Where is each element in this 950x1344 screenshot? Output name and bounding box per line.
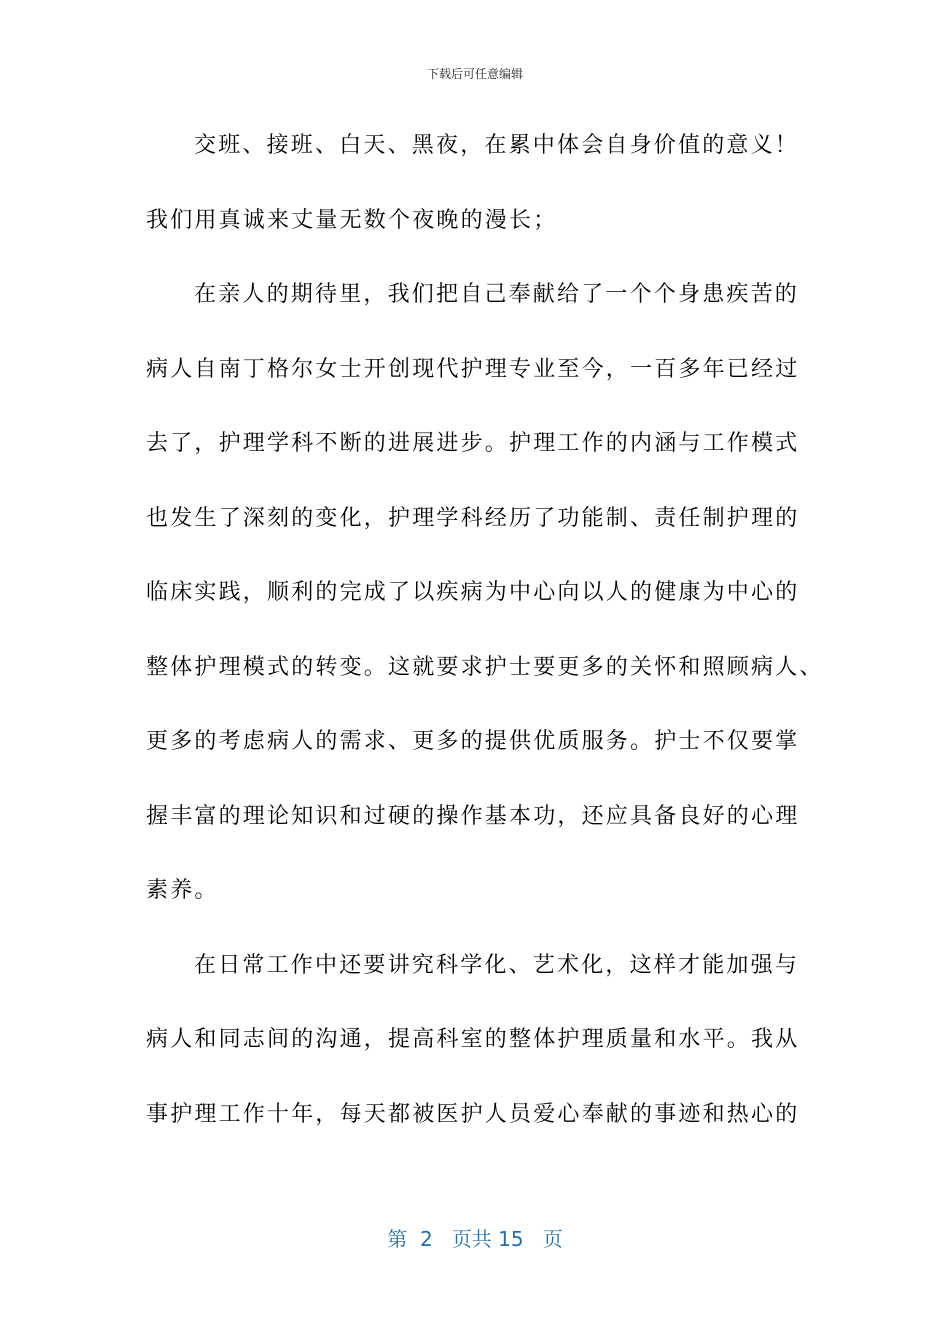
paragraph-line: 整体护理模式的转变。这就要求护士要更多的关怀和照顾病人、 [146,654,824,680]
paragraph-line: 病人和同志间的沟通，提高科室的整体护理质量和水平。我从 [146,1027,800,1052]
paragraph-line: 病人自南丁格尔女士开创现代护理专业至今，一百多年已经过 [146,356,800,382]
total-pages-number: 15 [498,1227,524,1251]
paragraph-line: 也发生了深刻的变化，护理学科经历了功能制、责任制护理的 [146,505,800,531]
footer-middle: 页共 [451,1227,492,1251]
paragraph-line: 素养。 [146,878,219,903]
paragraph-line: 更多的考虑病人的需求、更多的提供优质服务。护士不仅要掌 [146,729,800,754]
page-footer [0,1224,950,1254]
footer-prefix: 第 [387,1227,408,1251]
paragraph-line: 在亲人的期待里，我们把自己奉献给了一个个身患疾苦的 [194,282,800,307]
paragraph-line: 交班、接班、白天、黑夜，在累中体会自身价值的意义！ [194,133,800,158]
paragraph-line: 我们用真诚来丈量无数个夜晚的漫长； [146,207,558,233]
paragraph-line: 去了，护理学科不断的进展进步。护理工作的内涵与工作模式 [146,431,800,456]
document-body [146,120,824,1163]
paragraph-line: 事护理工作十年，每天都被医护人员爱心奉献的事迹和热心的 [146,1101,800,1127]
paragraph-line: 在日常工作中还要讲究科学化、艺术化，这样才能加强与 [194,952,800,978]
current-page-number: 2 [420,1227,433,1251]
paragraph-line: 临床实践，顺利的完成了以疾病为中心向以人的健康为中心的 [146,580,800,605]
paragraph-line: 握丰富的理论知识和过硬的操作基本功，还应具备良好的心理 [146,803,800,829]
footer-suffix: 页 [542,1227,563,1251]
page-header: 下载后可任意编辑 [426,67,523,81]
